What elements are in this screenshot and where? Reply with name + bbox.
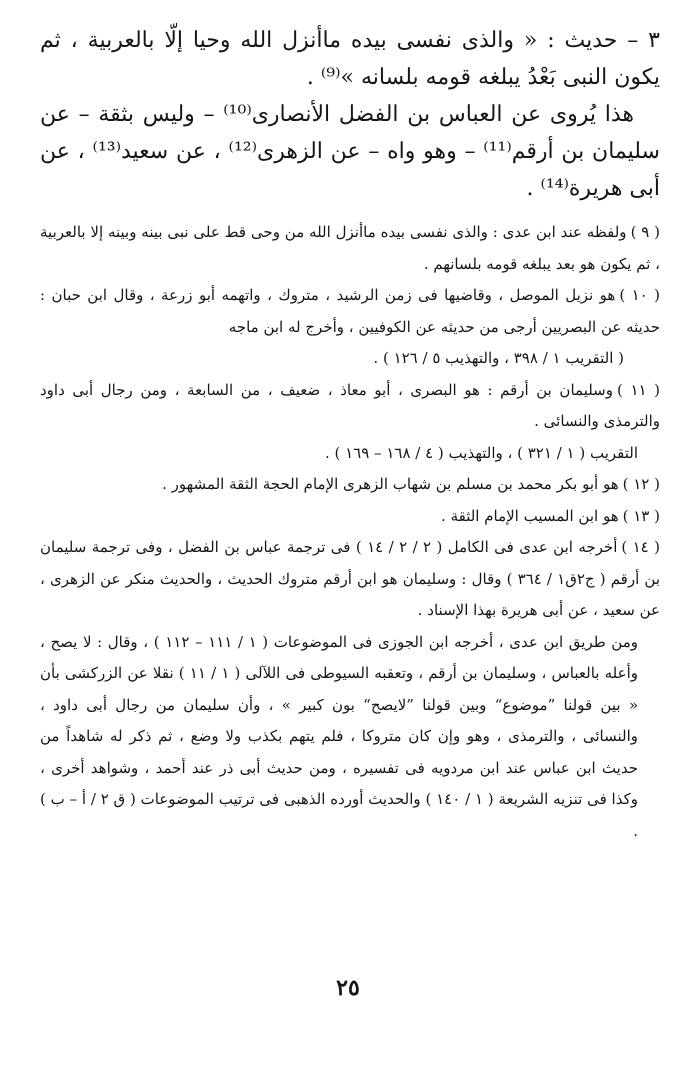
- footnote-10: [40, 280, 660, 343]
- footnote-11-number: ( ١١ ): [617, 380, 660, 399]
- footnote-10-text: هو نزيل الموصل ، وقاضيها فى زمن الرشيد ، متروك ، واتهمه أبو زرعة ، وقال ابن حبان : حديثه عن البصريين أرجى من حديثه عن الكوفيين ، وأخرج له ابن ماجه: [40, 286, 660, 336]
- footnote-13: [40, 501, 660, 533]
- footnote-14-continuation: ومن طريق ابن عدى ، أخرجه ابن الجوزى فى الموضوعات ( ١ / ١١١ – ١١٢ ) ، وقال : لا يصح ، وأعله بالعباس ، وسليمان بن أرقم ، وتعقبه السيوطى فى اللآلى ( ١ / ١١ ) نقلا عن الزركشى بأن « بين قولنا ”موضوع“ وبين قولنا ”لايصح“ بون كبير » ، وأن سليمان من رجال أبى داود ، والنسائى ، والترمذى ، وهو وإن كان متروكا ، فلم يتهم بكذب ولا وضع ، ثم ذكر له شاهداً من حديث ابن عباس عند ابن مردويه فى تفسيره ، ومن حديث أبى ذر عند أحمد ، وشواهد أخرى ، وكذا فى تنزيه الشريعة ( ١ / ١٤٠ ) والحديث أورده الذهبى فى ترتيب الموضوعات ( ق ٢ / أ – ب ) .: [40, 632, 639, 840]
- footnote-10-number: ( ١٠ ): [619, 286, 660, 304]
- footnote-14-text: أخرجه ابن عدى فى الكامل ( ٢ / ٢ / ١٤ ) فى ترجمة عباس بن الفضل ، وفى ترجمة سليمان بن أرقم ( ج٢ق١ / ٣٦٤ ) وقال : وسليمان هو ابن أرقم متروك الحديث ، والحديث منكر عن الزهرى ، عن سعيد ، عن أبى هريرة بهذا الإسناد .: [40, 538, 660, 619]
- footnote-12-text: هو أبو بكر محمد بن مسلم بن شهاب الزهرى الإمام الحجة الثقة المشهور .: [162, 475, 619, 493]
- footnotes: [40, 217, 660, 847]
- footnote-13-text: هو ابن المسيب الإمام الثقة .: [441, 506, 619, 525]
- footnote-14: [40, 532, 660, 627]
- footnote-11: [40, 375, 660, 438]
- footnote-14-number: ( ١٤ ): [621, 538, 661, 556]
- footnote-9: [40, 217, 660, 280]
- narration-chain-paragraph: هذا يُروى عن العباس بن الفضل الأنصارى⁽¹⁰⁾ – وليس بثقة – عن سليمان بن أرقم⁽¹¹⁾ – وهو واه – عن الزهرى⁽¹²⁾ ، عن سعيد⁽¹³⁾ ، عن أبى هريرة⁽¹⁴⁾ .: [40, 102, 660, 201]
- footnote-12-number: ( ١٢ ): [622, 475, 660, 493]
- book-page: [40, 22, 660, 1052]
- page-number: ٢٥: [336, 975, 360, 1001]
- footnote-10-reference: ( التقريب ١ / ٣٩٨ ، والتهذيب ٥ / ١٢٦ ) .: [373, 349, 624, 367]
- hadith-paragraph: ٣ – حديث : « والذى نفسى بيده ماأنزل الله وحيا إلّا بالعربية ، ثم يكون النبى بَعْدُ يبلغه قومه بلسانه »⁽⁹⁾ .: [40, 28, 660, 90]
- footnote-11-text: وسليمان بن أرقم : هو البصرى ، أبو معاذ ، ضعيف ، من السابعة ، ومن رجال أبى داود والترمذى والنسائى .: [40, 380, 660, 430]
- footnote-13-number: ( ١٣ ): [622, 506, 660, 525]
- footnote-9-number: ( ٩ ): [630, 223, 660, 241]
- footnote-11-reference: التقريب ( ١ / ٣٢١ ) ، والتهذيب ( ٤ / ١٦٨ – ١٦٩ ) .: [324, 443, 638, 462]
- main-text: [40, 22, 660, 207]
- footnote-9-text: ولفظه عند ابن عدى : والذى نفسى بيده ماأنزل الله من وحى قط على نبى بينه وبينه إلا بالعربية ، ثم يكون هو بعد يبلغه قومه بلسانهم .: [40, 223, 660, 273]
- footnote-12: [40, 469, 660, 501]
